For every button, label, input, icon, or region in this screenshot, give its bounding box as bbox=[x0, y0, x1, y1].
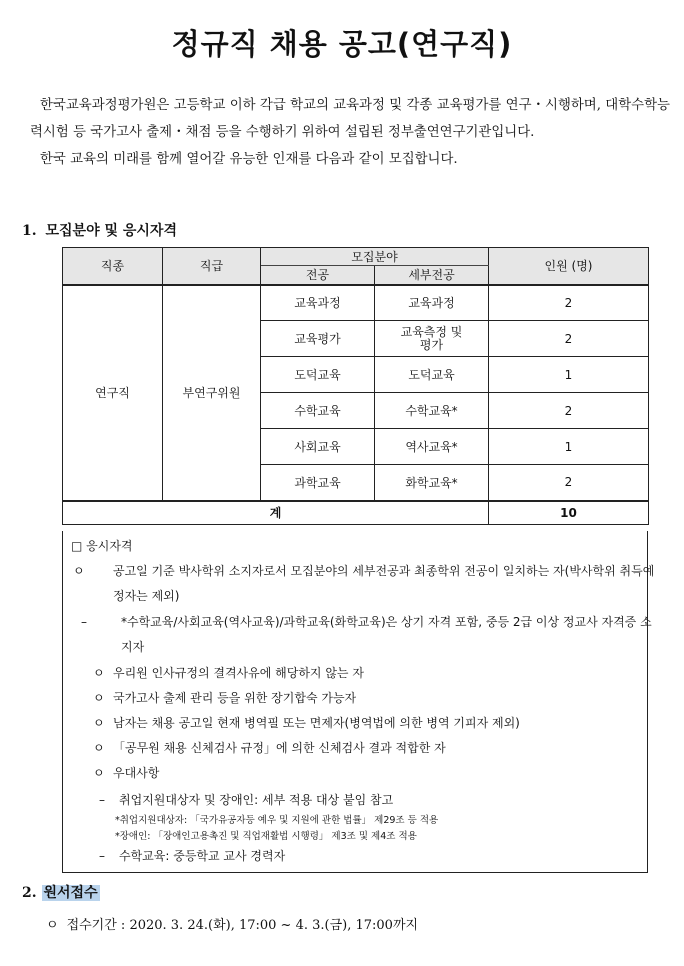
preference-item bbox=[99, 788, 639, 813]
qualification-text: 국가고사 출제 관리 등을 위한 장기합숙 가능자 bbox=[113, 691, 357, 705]
reception-text: 접수기간 : 2020. 3. 24.(화), 17:00 ~ 4. 3.(금), 17:00까지 bbox=[66, 918, 419, 933]
qualification-sub-text: *수학교육/사회교육(역사교육)/과학교육(화학교육)은 상기 자격 포함, 중등 2급 이상 정교사 자격증 소지자 bbox=[121, 615, 652, 654]
bullet-icon: ㅇ bbox=[93, 716, 105, 730]
bullet-icon: ㅇ bbox=[46, 918, 59, 933]
cell-detail-major: 수학교육* bbox=[375, 393, 489, 429]
cell-job-type: 연구직 bbox=[63, 285, 163, 501]
cell-count: 2 bbox=[489, 321, 649, 357]
header-grade: 직급 bbox=[163, 248, 261, 285]
intro-paragraph-1: 한국교육과정평가원은 고등학교 이하 각급 학교의 교육과정 및 각종 교육평가를 연구・시행하며, 대학수학능력시험 등 국가고사 출제・채점 등을 수행하기 위하여 설립된 정부출연연구기관입니다. bbox=[30, 98, 670, 140]
total-label: 계 bbox=[63, 501, 489, 525]
preference-text: 수학교육: 중등학교 교사 경력자 bbox=[119, 849, 286, 863]
header-field-group: 모집분야 bbox=[261, 248, 489, 266]
preference-item bbox=[99, 844, 639, 869]
qualification-item bbox=[93, 736, 639, 761]
qualification-sub-item bbox=[81, 610, 661, 660]
dash-icon: – bbox=[81, 615, 87, 629]
cell-major: 수학교육 bbox=[261, 393, 375, 429]
cell-count: 2 bbox=[489, 285, 649, 321]
cell-major: 교육평가 bbox=[261, 321, 375, 357]
cell-major: 도덕교육 bbox=[261, 357, 375, 393]
cell-detail-major bbox=[375, 321, 489, 357]
qualification-text: 「공무원 채용 신체검사 규정」에 의한 신체검사 결과 적합한 자 bbox=[113, 741, 446, 755]
qualifications-title: □ 응시자격 bbox=[71, 539, 133, 553]
cell-major: 사회교육 bbox=[261, 429, 375, 465]
cell-major: 과학교육 bbox=[261, 465, 375, 501]
header-job-type: 직종 bbox=[63, 248, 163, 285]
bullet-icon: ㅇ bbox=[93, 741, 105, 755]
header-detail-major: 세부전공 bbox=[375, 266, 489, 285]
section-number: 2. bbox=[22, 885, 37, 901]
bullet-icon: ㅇ bbox=[93, 691, 105, 705]
qualification-text: 남자는 채용 공고일 현재 병역필 또는 면제자(병역법에 의한 병역 기피자 제외) bbox=[113, 716, 520, 730]
intro-paragraph-2: 한국 교육의 미래를 함께 열어갈 유능한 인재를 다음과 같이 모집합니다. bbox=[40, 152, 458, 167]
cell-detail-major-text: 교육측정 및 평가 bbox=[400, 324, 463, 352]
section-2-heading bbox=[22, 882, 100, 902]
cell-detail-major: 화학교육* bbox=[375, 465, 489, 501]
cell-detail-major: 교육과정 bbox=[375, 285, 489, 321]
preference-note: *장애인: 「장애인고용촉진 및 직업재활법 시행령」 제3조 및 제4조 적용 bbox=[115, 831, 417, 842]
total-row bbox=[63, 501, 649, 525]
recruitment-table bbox=[62, 247, 649, 525]
qualification-text: 공고일 기준 박사학위 소지자로서 모집분야의 세부전공과 최종학위 전공이 일치하는 자(박사학위 취득예정자는 제외) bbox=[113, 564, 655, 603]
cell-detail-major: 도덕교육 bbox=[375, 357, 489, 393]
dash-icon: – bbox=[99, 793, 105, 807]
header-count: 인원 (명) bbox=[489, 248, 649, 285]
preference-note: *취업지원대상자: 「국가유공자등 예우 및 지원에 관한 법률」 제29조 등 적용 bbox=[115, 815, 439, 826]
qualification-item bbox=[93, 661, 639, 686]
qualification-text: 우리원 인사규정의 결격사유에 해당하지 않는 자 bbox=[113, 666, 364, 680]
cell-count: 1 bbox=[489, 429, 649, 465]
table-row bbox=[63, 285, 649, 321]
section-number: 1. bbox=[22, 223, 37, 239]
qualifications-box bbox=[62, 531, 655, 873]
qualification-item bbox=[93, 711, 639, 736]
page-title: 정규직 채용 공고(연구직) bbox=[171, 27, 513, 61]
qualification-item bbox=[93, 761, 639, 786]
bullet-icon: ㅇ bbox=[93, 766, 105, 780]
qualification-item bbox=[73, 559, 659, 609]
qualification-text: 우대사항 bbox=[113, 766, 160, 780]
cell-detail-major: 역사교육* bbox=[375, 429, 489, 465]
cell-count: 2 bbox=[489, 393, 649, 429]
intro-text bbox=[30, 92, 670, 173]
cell-major: 교육과정 bbox=[261, 285, 375, 321]
cell-grade: 부연구위원 bbox=[163, 285, 261, 501]
total-value: 10 bbox=[489, 501, 649, 525]
header-major: 전공 bbox=[261, 266, 375, 285]
qualification-item bbox=[93, 686, 639, 711]
reception-period bbox=[46, 914, 418, 933]
bullet-icon: ㅇ bbox=[93, 666, 105, 680]
cell-count: 1 bbox=[489, 357, 649, 393]
dash-icon: – bbox=[99, 849, 105, 863]
section-label: 원서접수 bbox=[43, 885, 98, 901]
preference-text: 취업지원대상자 및 장애인: 세부 적용 대상 붙임 참고 bbox=[119, 793, 394, 807]
cell-count: 2 bbox=[489, 465, 649, 501]
section-label: 모집분야 및 응시자격 bbox=[45, 223, 177, 239]
section-1-heading bbox=[22, 220, 181, 240]
bullet-icon: ㅇ bbox=[73, 564, 85, 578]
